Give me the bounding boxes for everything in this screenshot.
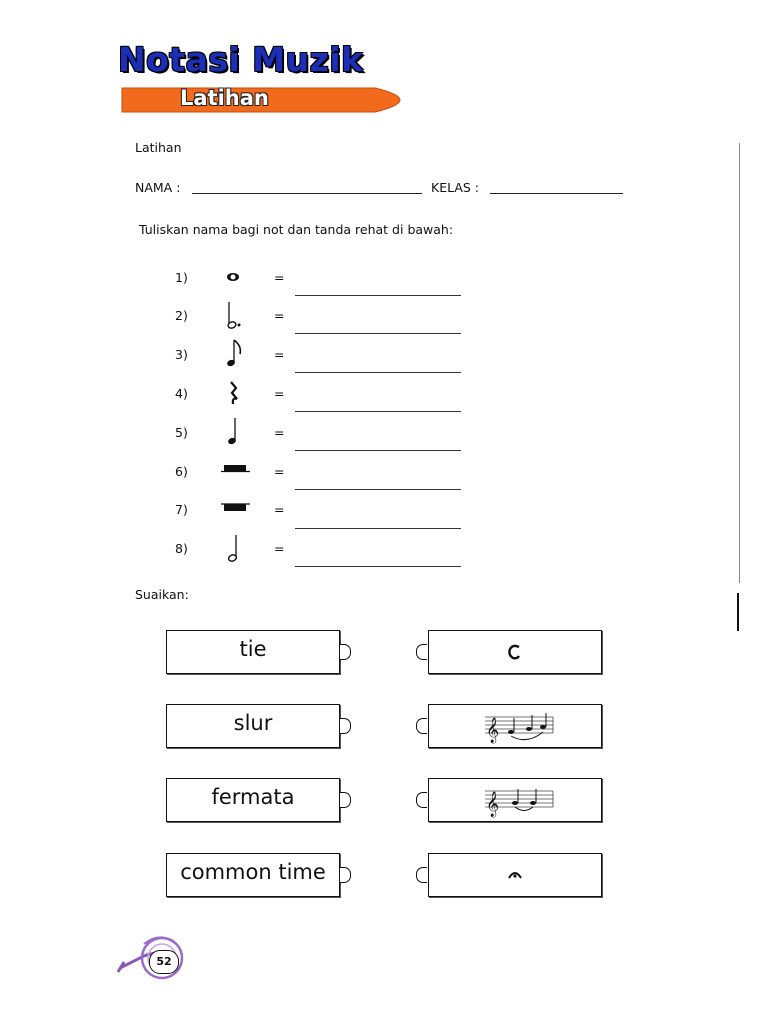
answer-line-3[interactable]	[295, 372, 461, 373]
crotchet-rest-icon	[220, 378, 250, 408]
match-term-label: common time	[180, 860, 326, 884]
answer-line-5[interactable]	[295, 450, 461, 451]
quaver-icon	[220, 338, 250, 368]
answer-line-8[interactable]	[295, 566, 461, 567]
question-number: 5)	[175, 425, 188, 440]
page-edge-mark	[737, 593, 739, 631]
question-number: 1)	[175, 270, 188, 285]
nama-label: NAMA :	[135, 180, 181, 195]
answer-line-7[interactable]	[295, 528, 461, 529]
page-subtitle: Latihan	[180, 86, 269, 110]
match-term-common-time[interactable]	[166, 853, 340, 897]
instruction-text: Tuliskan nama bagi not dan tanda rehat di bawah:	[139, 222, 454, 237]
nama-field[interactable]	[192, 193, 422, 194]
connector-knob[interactable]	[416, 867, 427, 883]
svg-text:𝄞: 𝄞	[486, 792, 500, 817]
question-number: 3)	[175, 347, 188, 362]
match-term-tie[interactable]	[166, 630, 340, 674]
question-number: 2)	[175, 308, 188, 323]
match-term-label: slur	[233, 711, 273, 735]
match-label: Suaikan:	[135, 587, 189, 602]
connector-knob[interactable]	[340, 867, 351, 883]
question-number: 4)	[175, 386, 188, 401]
match-symbol-box[interactable]	[428, 630, 602, 674]
match-symbol-box[interactable]	[428, 704, 602, 748]
tie-staff-icon	[429, 779, 601, 821]
equals-sign: =	[274, 347, 285, 362]
kelas-label: KELAS :	[431, 180, 480, 195]
match-symbol-box[interactable]	[428, 853, 602, 897]
answer-line-6[interactable]	[295, 489, 461, 490]
equals-sign: =	[274, 308, 285, 323]
orange-banner	[120, 82, 425, 118]
kelas-field[interactable]	[490, 193, 623, 194]
connector-knob[interactable]	[340, 718, 351, 734]
common-time-c-icon	[429, 631, 601, 673]
minim-icon	[220, 533, 250, 563]
page-edge-rule	[739, 143, 740, 583]
match-term-fermata[interactable]	[166, 778, 340, 822]
crotchet-icon	[220, 416, 250, 446]
answer-line-4[interactable]	[295, 411, 461, 412]
question-number: 8)	[175, 541, 188, 556]
connector-knob[interactable]	[416, 644, 427, 660]
svg-text:𝄞: 𝄞	[486, 718, 500, 743]
slur-staff-icon	[429, 705, 601, 747]
dotted-minim-icon	[220, 300, 250, 330]
connector-knob[interactable]	[416, 792, 427, 808]
equals-sign: =	[274, 541, 285, 556]
answer-line-2[interactable]	[295, 333, 461, 334]
semibreve-rest-icon	[220, 494, 254, 524]
question-number: 7)	[175, 502, 188, 517]
equals-sign: =	[274, 425, 285, 440]
connector-knob[interactable]	[340, 792, 351, 808]
page-number: 52	[149, 950, 179, 974]
section-label: Latihan	[135, 140, 182, 155]
match-symbol-box[interactable]	[428, 778, 602, 822]
match-term-slur[interactable]	[166, 704, 340, 748]
fermata-icon	[429, 854, 601, 896]
answer-line-1[interactable]	[295, 295, 461, 296]
equals-sign: =	[274, 502, 285, 517]
connector-knob[interactable]	[340, 644, 351, 660]
equals-sign: =	[274, 270, 285, 285]
equals-sign: =	[274, 386, 285, 401]
equals-sign: =	[274, 464, 285, 479]
match-term-label: fermata	[211, 785, 295, 809]
question-number: 6)	[175, 464, 188, 479]
semibreve-icon	[220, 262, 250, 292]
page-title: Notasi Muzik	[118, 40, 364, 79]
match-term-label: tie	[239, 637, 267, 661]
connector-knob[interactable]	[416, 718, 427, 734]
minim-rest-icon	[220, 455, 254, 485]
